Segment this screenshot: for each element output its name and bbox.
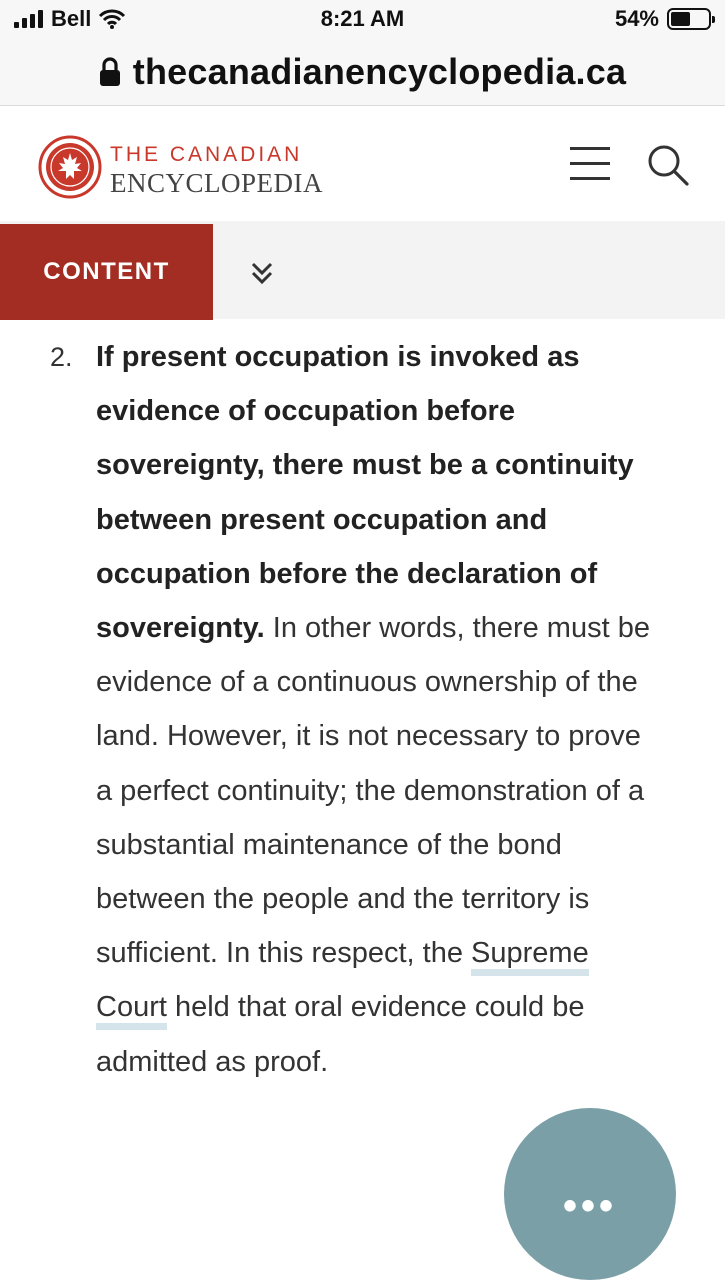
chevron-double-down-icon	[246, 257, 278, 289]
list-number: 2.	[50, 342, 73, 372]
menu-icon	[568, 145, 612, 183]
article-body	[0, 330, 725, 1089]
menu-button[interactable]	[568, 145, 612, 183]
logo-title-bottom[interactable]: ENCYCLOPEDIA	[110, 168, 323, 198]
status-time: 8:21 AM	[320, 6, 405, 31]
more-dots-icon: •••	[562, 1184, 617, 1228]
paragraph-text: In other words, there must be evidence of a continuous ownership of the land. However, it is not necessary to prove a perfect continuity; the demonstration of a substantial maintenance of the bond between the people and the territory is sufficient. In this respect, the	[96, 612, 650, 970]
battery-percent: 54%	[614, 6, 659, 31]
search-button[interactable]	[646, 143, 690, 187]
url-bar[interactable]	[0, 38, 725, 106]
status-bar	[0, 0, 725, 38]
list-item	[0, 330, 725, 1089]
lock-icon	[99, 57, 121, 87]
logo-icon[interactable]	[38, 135, 102, 199]
article-paragraph	[96, 330, 655, 1089]
url-text[interactable]: thecanadianencyclopedia.ca	[132, 50, 627, 92]
bold-statement: If present occupation is invoked as evidence of occupation before sovereignty, there must be a continuity between present occupation and occupation before the declaration of sovereignty.	[96, 341, 634, 645]
status-right	[615, 6, 711, 32]
site-header	[0, 107, 725, 221]
content-nav-bar	[0, 221, 725, 319]
logo-title-top[interactable]: THE CANADIAN	[110, 143, 303, 166]
more-options-button[interactable]	[504, 1108, 676, 1280]
paragraph-text-end: held that oral evidence could be admitted as proof.	[96, 991, 585, 1078]
content-tab[interactable]: CONTENT	[0, 224, 213, 320]
battery-icon	[667, 8, 711, 30]
carrier-name: Bell	[51, 6, 92, 31]
search-icon	[646, 143, 690, 187]
battery-level	[671, 12, 690, 26]
supreme-court-link[interactable]: Supreme Court	[96, 937, 589, 1030]
expand-content-button[interactable]	[246, 257, 278, 289]
